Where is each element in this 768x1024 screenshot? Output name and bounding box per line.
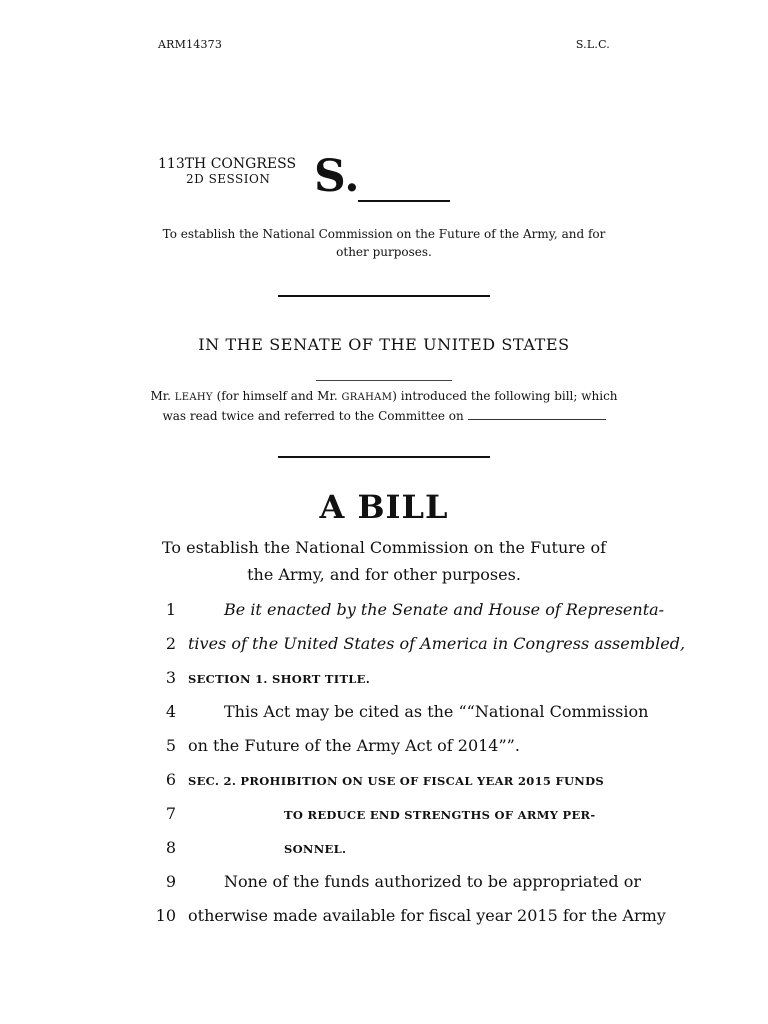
purpose-long-line-1: To establish the National Commission on the Future of: [161, 538, 607, 557]
purpose-long-line-2: the Army, and for other purposes.: [247, 565, 521, 584]
sponsor-name: LEAHY: [174, 392, 213, 403]
line-text: on the Future of the Army Act of 2014””.: [188, 736, 520, 755]
thin-divider-rule: [316, 380, 452, 381]
line-number: 6: [165, 770, 176, 789]
purpose-long: [160, 534, 608, 588]
introduction-text: [150, 387, 618, 425]
committee-blank: [468, 408, 606, 420]
bill-prefix: S.: [314, 151, 360, 202]
section-heading: SONNEL.: [284, 842, 347, 856]
chamber-heading: IN THE SENATE OF THE UNITED STATES: [198, 335, 570, 354]
line-number: 1: [165, 600, 176, 619]
bill-line: [152, 770, 612, 804]
line-number: 3: [165, 668, 176, 687]
session-label: 2D SESSION: [186, 172, 271, 186]
section-heading: TO REDUCE END STRENGTHS OF ARMY PER-: [284, 808, 596, 822]
intro-suffix: ) introduced the following bill; which was read twice and referred to the Committee on: [162, 389, 618, 423]
divider-rule-2: [278, 456, 490, 458]
document-id: ARM14373: [158, 38, 223, 51]
line-number: 9: [165, 872, 176, 891]
document-code: S.L.C.: [575, 38, 610, 51]
line-text: This Act may be cited as the ““National Commission: [224, 702, 649, 721]
bill-line: [152, 600, 665, 634]
cosponsor-name: GRAHAM: [341, 392, 393, 403]
line-number: 2: [165, 634, 176, 653]
line-number: 8: [165, 838, 176, 857]
bill-line: [152, 634, 686, 668]
bill-line: [152, 872, 641, 906]
bill-line: [152, 838, 612, 872]
line-text: None of the funds authorized to be appropriated or: [224, 872, 641, 891]
intro-middle: (for himself and Mr.: [212, 389, 342, 403]
line-text: Be it enacted by the Senate and House of Representa-: [224, 600, 665, 619]
divider-rule: [278, 295, 490, 297]
bill-title: A BILL: [319, 488, 449, 526]
line-text: otherwise made available for fiscal year 2015 for the Army: [188, 906, 666, 925]
congress-label: 113TH CONGRESS: [158, 156, 297, 172]
bill-line: [152, 906, 666, 940]
purpose-short: To establish the National Commission on the Future of the Army, and for other purposes.: [162, 227, 606, 259]
bill-number-blank: [358, 200, 450, 202]
line-number: 4: [165, 702, 176, 721]
line-number: 10: [155, 906, 176, 925]
bill-line: [152, 736, 612, 770]
section-heading: SECTION 1. SHORT TITLE.: [188, 672, 371, 686]
bill-line: [152, 702, 649, 736]
intro-prefix: Mr.: [150, 389, 175, 403]
line-number: 7: [165, 804, 176, 823]
line-number: 5: [165, 736, 176, 755]
line-text: tives of the United States of America in Congress assembled,: [188, 634, 686, 653]
section-heading: SEC. 2. PROHIBITION ON USE OF FISCAL YEAR 2015 FUNDS: [188, 774, 604, 788]
bill-line: [152, 668, 612, 702]
bill-line: [152, 804, 612, 838]
